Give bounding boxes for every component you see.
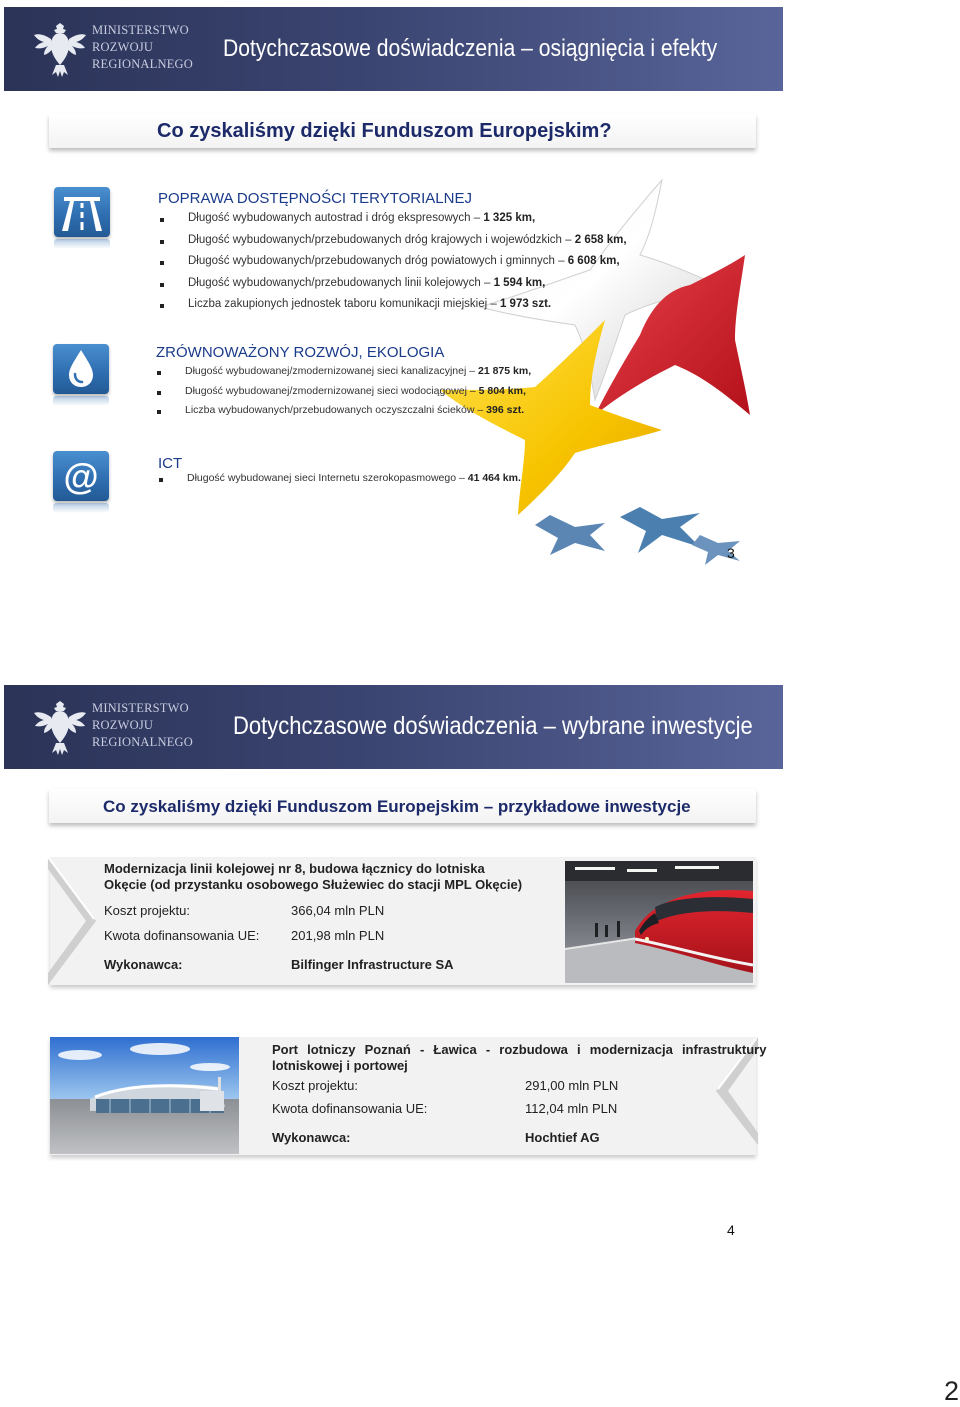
ministry-logo-text: MINISTERSTWO ROZWOJU REGIONALNEGO bbox=[92, 701, 193, 749]
slide4-header-title: Dotychczasowe doświadczenia – wybrane inwestycje bbox=[233, 712, 753, 740]
project2-eu-value: 112,04 mln PLN bbox=[525, 1101, 618, 1116]
at-icon-reflection bbox=[53, 503, 109, 513]
list-item: Długość wybudowanych/przebudowanych dróg powiatowych i gminnych – 6 608 km, bbox=[160, 255, 627, 277]
list-item: Długość wybudowanej/zmodernizowanej sieci wodociągowej – 5 804 km, bbox=[157, 385, 531, 405]
project1-title-line2: Okęcie (od przystanku osobowego Służewiec do stacji MPL Okęcie) bbox=[104, 877, 523, 892]
project2-eu-label: Kwota dofinansowania UE: bbox=[272, 1101, 428, 1116]
project1-eu-label: Kwota dofinansowania UE: bbox=[104, 928, 260, 943]
list-item: Długość wybudowanych autostrad i dróg ekspresowych – 1 325 km, bbox=[160, 212, 627, 234]
motorway-icon-reflection bbox=[54, 239, 110, 249]
slide4-page-number: 4 bbox=[727, 1222, 735, 1238]
blue-star-shape bbox=[535, 515, 605, 555]
list-item: Długość wybudowanych/przebudowanych linii kolejowych – 1 594 km, bbox=[160, 277, 627, 299]
project2-cost-label: Koszt projektu: bbox=[272, 1078, 358, 1093]
project1-contractor-value: Bilfinger Infrastructure SA bbox=[291, 957, 454, 972]
project1-cost-value: 366,04 mln PLN bbox=[291, 903, 385, 918]
slide3-header-title: Dotychczasowe doświadczenia – osiągnięcia i efekty bbox=[223, 35, 718, 62]
list-item: Długość wybudowanej/zmodernizowanej sieci kanalizacyjnej – 21 875 km, bbox=[157, 365, 531, 385]
access-metrics-list bbox=[160, 212, 627, 320]
slide3-subtitle: Co zyskaliśmy dzięki Funduszom Europejskim? bbox=[157, 120, 612, 142]
slide4-subtitle: Co zyskaliśmy dzięki Funduszom Europejskim – przykładowe inwestycje bbox=[103, 797, 691, 816]
list-item: Liczba wybudowanych/przebudowanych oczyszczalni ścieków – 396 szt. bbox=[157, 404, 531, 424]
eagle-emblem-icon bbox=[32, 17, 88, 81]
list-item: Długość wybudowanej sieci Internetu szerokopasmowego – 41 464 km. bbox=[159, 472, 521, 491]
ecology-metrics-list bbox=[157, 365, 531, 424]
ecology-section-title: ZRÓWNOWAŻONY ROZWÓJ, EKOLOGIA bbox=[156, 344, 445, 361]
slide4-subtitle-bar bbox=[49, 789, 756, 823]
project1-chevron-decoration bbox=[48, 857, 98, 985]
project1-contractor-label: Wykonawca: bbox=[104, 957, 183, 972]
slide3-page-number: 3 bbox=[727, 545, 735, 561]
project2-cost-value: 291,00 mln PLN bbox=[525, 1078, 619, 1093]
project1-cost-label: Koszt projektu: bbox=[104, 903, 190, 918]
ministry-logo-text: MINISTERSTWO ROZWOJU REGIONALNEGO bbox=[92, 23, 193, 71]
project2-contractor-label: Wykonawca: bbox=[272, 1130, 351, 1145]
svg-text:@: @ bbox=[63, 456, 99, 497]
document-page-number: 2 bbox=[944, 1376, 960, 1406]
slide4-header bbox=[4, 685, 783, 769]
ict-section-title: ICT bbox=[158, 455, 183, 472]
project1-title-line1: Modernizacja linii kolejowej nr 8, budowa łącznicy do lotniska bbox=[104, 861, 485, 876]
water-icon-reflection bbox=[53, 396, 109, 406]
ict-metrics-list bbox=[159, 472, 521, 491]
water-drop-icon bbox=[53, 344, 109, 394]
project2-title-line2: lotniskowej i portowej bbox=[272, 1058, 408, 1073]
slide3-subtitle-bar bbox=[49, 114, 756, 148]
blue-star-shape-2 bbox=[620, 507, 700, 553]
list-item: Długość wybudowanych/przebudowanych dróg krajowych i wojewódzkich – 2 658 km, bbox=[160, 234, 627, 256]
slide3-header bbox=[4, 7, 783, 91]
train-photo bbox=[565, 861, 753, 983]
project2-title-line1: Port lotniczy Poznań - Ławica - rozbudowa i modernizacja infrastruktury bbox=[272, 1042, 767, 1057]
project2-contractor-value: Hochtief AG bbox=[525, 1130, 600, 1145]
at-sign-icon bbox=[53, 451, 109, 501]
project1-eu-value: 201,98 mln PLN bbox=[291, 928, 385, 943]
motorway-icon bbox=[54, 187, 110, 237]
eagle-emblem-icon bbox=[32, 695, 88, 759]
airport-photo bbox=[50, 1037, 239, 1154]
access-section-title: POPRAWA DOSTĘPNOŚCI TERYTORIALNEJ bbox=[158, 190, 472, 207]
list-item: Liczba zakupionych jednostek taboru komunikacji miejskiej – 1 973 szt. bbox=[160, 298, 627, 320]
